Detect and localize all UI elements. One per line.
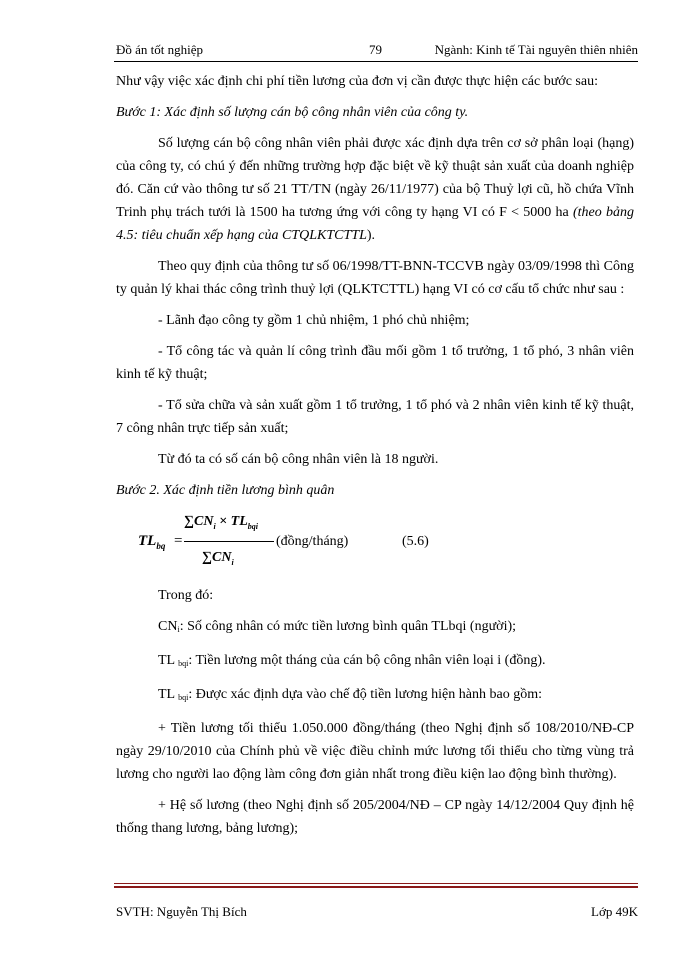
formula-numerator: $\sum CN_i \times TL_{bqi}$	[184, 514, 258, 531]
formula-unit: (đồng/tháng)	[276, 534, 349, 549]
header-major: Ngành: Kinh tế Tài nguyên thiên nhiên	[434, 42, 638, 57]
footer-class: Lớp 49K	[591, 904, 638, 919]
bullet-management-team: - Tổ công tác và quản lí công trình đầu mối gồm 1 tổ trưởng, 1 tổ phó, 3 nhân viên kinh tế kỹ thuật;	[116, 344, 634, 382]
formula-denominator: $\sum CN_i$	[202, 550, 234, 567]
def-tl-1: TL $_{bqi}$: Tiền lương một tháng của cán bộ công nhân viên loại i (đồng).	[158, 653, 546, 668]
salary-formula	[116, 510, 634, 576]
footer-divider-thin	[114, 883, 638, 884]
bullet-repair-team: - Tổ sửa chữa và sản xuất gồm 1 tổ trưởng, 1 tổ phó và 2 nhân viên kinh tế kỹ thuật, 7 công nhân trực tiếp sản xuất;	[116, 398, 634, 436]
def-tl-2: TL $_{bqi}$: Được xác định dựa vào chế độ tiền lương hiện hành bao gồm:	[158, 687, 542, 702]
formula-number: (5.6)	[402, 534, 429, 549]
step-1-heading: Bước 1: Xác định số lượng cán bộ công nhân viên của công ty.	[116, 105, 469, 120]
where-label: Trong đó:	[158, 588, 214, 603]
formula-equals: =	[174, 533, 183, 549]
paragraph-circular: Theo quy định của thông tư số 06/1998/TT-BNN-TCCVB ngày 03/09/1998 thì Công ty quản lý khai thác công trình thuỷ lợi (QLKTCTTL) hạng VI có cơ cấu tổ chức như sau :	[116, 259, 634, 297]
def-cn: $CN_i$: Số công nhân có mức tiền lương bình quân TLbqi (người);	[158, 619, 517, 634]
staff-total: Từ đó ta có số cán bộ công nhân viên là 18 người.	[158, 452, 439, 467]
salary-coefficient-paragraph: + Hệ số lương (theo Nghị định số 205/2004/NĐ – CP ngày 14/12/2004 Quy định hệ thống thang lương, bảng lương);	[116, 798, 634, 836]
page-number: 79	[369, 42, 382, 57]
intro-paragraph: Như vậy việc xác định chi phí tiền lương của đơn vị cần được thực hiện các bước sau:	[116, 74, 598, 89]
formula-lhs: $TL_{bq}$	[138, 533, 166, 551]
page-body	[116, 70, 634, 848]
header-thesis-label: Đồ án tốt nghiệp	[116, 42, 204, 57]
page-header	[116, 42, 638, 60]
fraction-bar	[184, 541, 274, 542]
bullet-leadership: - Lãnh đạo công ty gồm 1 chủ nhiệm, 1 phó chủ nhiệm;	[158, 313, 470, 328]
header-divider	[114, 61, 638, 62]
footer-student: SVTH: Nguyễn Thị Bích	[116, 904, 247, 919]
minimum-wage-paragraph: + Tiền lương tối thiểu 1.050.000 đồng/tháng (theo Nghị định số 108/2010/NĐ-CP ngày 29/10/2010 của Chính phủ về việc điều chỉnh mức lương tối thiểu cho từng vùng trả lương cho người lao động làm công đơn giản nhất trong điều kiện lao động bình thường).	[116, 721, 634, 782]
step-2-heading: Bước 2. Xác định tiền lương bình quân	[116, 483, 335, 498]
paragraph-staff-classification: Số lượng cán bộ công nhân viên phải được xác định dựa trên cơ sở phân loại (hạng) của công ty, có chú ý đến những trường hợp đặc biệt về kỹ thuật sản xuất của doanh nghiệp đó. Căn cứ vào thông tư số 21 TT/TN (ngày 26/11/1977) của bộ Thuỷ lợi cũ, hồ chứa Vĩnh Trinh phụ trách tưới là 1500 ha tương ứng với công ty hạng VI có F < 5000 ha (theo bảng 4.5: tiêu chuẩn xếp hạng của CTQLKTCTTL).	[116, 136, 635, 243]
footer-divider-thick	[114, 886, 638, 888]
page-footer	[116, 904, 638, 922]
